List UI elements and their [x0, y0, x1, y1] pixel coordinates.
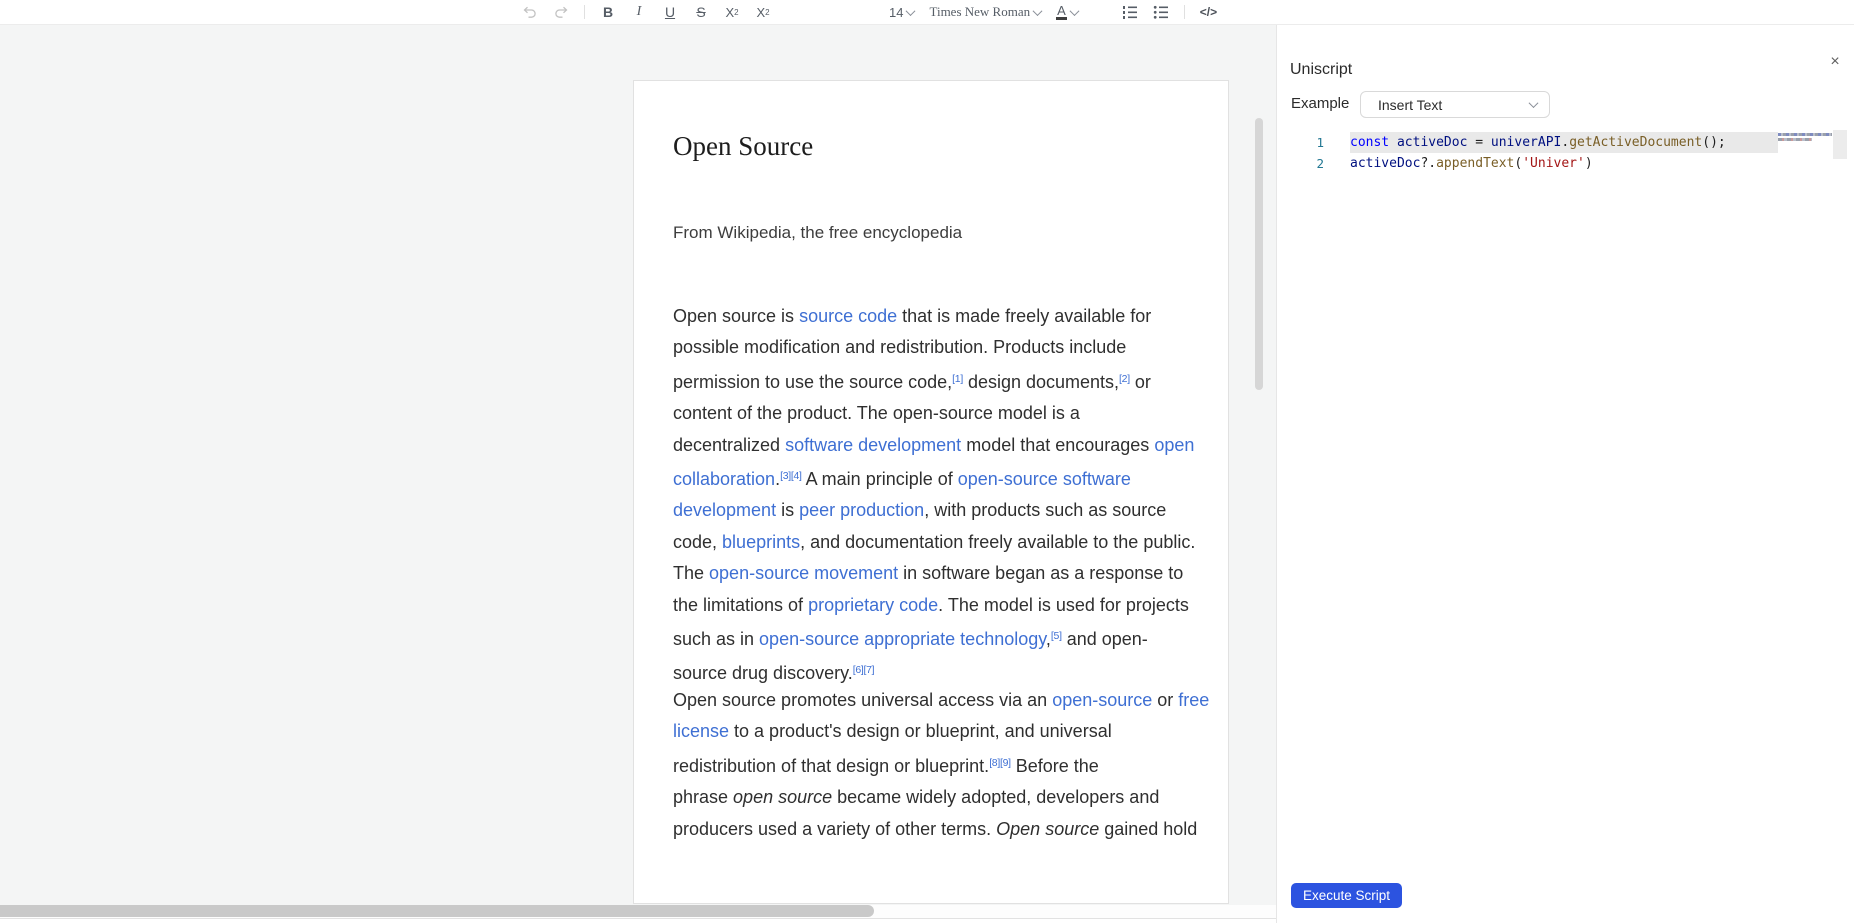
toolbar-divider	[1184, 5, 1185, 19]
doc-link[interactable]: open-source software	[957, 469, 1131, 490]
text-line	[673, 782, 1183, 813]
ordered-list-icon	[1122, 5, 1138, 19]
text-line	[673, 716, 1183, 747]
italic-button[interactable]: I	[636, 4, 642, 19]
doc-text: code,	[673, 531, 723, 552]
text-line	[673, 527, 1196, 558]
doc-text: Open source promotes universal access via an	[673, 690, 1053, 710]
code-text: activeDoc?.appendText('Univer')	[1350, 156, 1593, 171]
chevron-down-icon	[1529, 98, 1539, 108]
text-line	[673, 430, 1195, 461]
doc-link[interactable]: free	[1178, 690, 1210, 710]
doc-text: permission to use the source code,	[673, 371, 953, 392]
text-line	[673, 748, 1183, 782]
reference-superscript[interactable]: [2]	[1119, 372, 1130, 385]
document-canvas	[0, 25, 1276, 919]
doc-text: Open source is	[673, 306, 800, 326]
doc-text: is	[776, 500, 800, 521]
text-line	[673, 332, 1183, 363]
text-color-button[interactable]	[1056, 2, 1078, 22]
text-line	[673, 495, 1183, 526]
reference-superscript[interactable]: [8][9]	[989, 756, 1011, 769]
doc-text: Before the	[1010, 755, 1099, 776]
doc-link[interactable]: open	[1154, 434, 1195, 455]
reference-superscript[interactable]: [3][4]	[780, 470, 802, 483]
formatting-toolbar	[0, 0, 1854, 25]
document-subtitle: From Wikipedia, the free encyclopedia	[673, 223, 963, 242]
subscript-small: 2	[734, 7, 739, 17]
text-line	[673, 364, 1183, 398]
redo-button[interactable]	[553, 2, 569, 22]
doc-text: redistribution of that design or blueprint.	[673, 755, 990, 776]
editor-scrollbar-slider[interactable]	[1833, 130, 1847, 159]
doc-text: such as in	[673, 629, 760, 650]
doc-text: content of the product. The open-source model is a	[673, 403, 1080, 424]
doc-text: or	[1152, 690, 1179, 710]
font-family-value: Times New Roman	[929, 4, 1031, 19]
text-line	[673, 301, 1183, 332]
doc-text: ,	[1045, 629, 1051, 650]
minimap	[1778, 133, 1833, 147]
doc-text: in software began as a response to	[898, 563, 1184, 584]
doc-text: .	[775, 469, 781, 490]
doc-link[interactable]: open-source	[1052, 690, 1153, 710]
chevron-down-icon	[906, 6, 916, 16]
font-size-value: 14	[889, 4, 904, 20]
bullet-list-button[interactable]	[1153, 2, 1169, 22]
code-icon: </>	[1199, 5, 1218, 19]
code-line	[1291, 132, 1846, 153]
font-family-select[interactable]	[929, 2, 1041, 22]
doc-text: Open source	[996, 818, 1100, 839]
doc-text: producers used a variety of other terms.	[673, 818, 997, 839]
code-block-button[interactable]	[1200, 2, 1217, 22]
bold-button[interactable]: B	[602, 4, 614, 20]
doc-text: model that encourages	[961, 434, 1155, 455]
doc-text: to a product's design or blueprint, and universal	[729, 721, 1112, 742]
doc-link[interactable]: development	[673, 500, 777, 521]
text-line	[673, 685, 1210, 716]
text-color-icon: A	[1057, 3, 1066, 18]
example-select-value: Insert Text	[1378, 96, 1443, 113]
strikethrough-button[interactable]: S	[696, 4, 706, 20]
horizontal-scrollbar-thumb[interactable]	[0, 905, 874, 917]
line-number: 2	[1316, 156, 1324, 171]
doc-link[interactable]: collaboration	[673, 469, 776, 490]
panel-title: Uniscript	[1290, 61, 1353, 78]
underline-button[interactable]: U	[664, 4, 676, 20]
text-line	[673, 461, 1183, 495]
doc-text: and open-	[1061, 629, 1148, 650]
toolbar-divider	[584, 5, 585, 19]
uniscript-panel	[1276, 25, 1854, 923]
text-line	[673, 558, 1183, 589]
vertical-scrollbar-thumb[interactable]	[1255, 118, 1263, 390]
doc-text: The	[673, 563, 710, 584]
document-page[interactable]	[633, 80, 1229, 904]
example-label: Example	[1291, 95, 1350, 112]
doc-text: the limitations of	[673, 594, 809, 615]
text-line	[673, 398, 1183, 429]
close-icon[interactable]: ×	[1830, 53, 1840, 70]
reference-superscript[interactable]: [5]	[1050, 630, 1062, 643]
doc-text: source drug discovery.	[673, 663, 853, 684]
ordered-list-button[interactable]	[1122, 2, 1138, 22]
reference-superscript[interactable]: [1]	[952, 372, 963, 385]
text-line	[673, 814, 1198, 845]
chevron-down-icon	[1069, 6, 1079, 16]
minimap-line	[1778, 138, 1812, 141]
doc-text: . The model is used for projects	[938, 594, 1189, 615]
paragraph	[673, 301, 1196, 690]
code-line	[1291, 153, 1846, 174]
doc-text: possible modification and redistribution. Products include	[673, 337, 1127, 358]
undo-icon	[522, 4, 538, 20]
doc-text: gained hold	[1099, 818, 1198, 839]
doc-link[interactable]: open-source movement	[709, 563, 899, 584]
paragraph	[673, 685, 1210, 845]
text-line	[673, 621, 1183, 655]
superscript-label: X	[756, 4, 766, 20]
chevron-down-icon	[1033, 6, 1043, 16]
subscript-label: X	[725, 4, 735, 20]
doc-link[interactable]: open-source appropriate technology	[759, 629, 1046, 650]
doc-text: A main principle of	[801, 469, 958, 490]
font-size-select[interactable]	[889, 2, 914, 22]
line-number: 1	[1316, 135, 1324, 150]
code-editor[interactable]	[1291, 132, 1846, 174]
doc-text: , with products such as source	[924, 500, 1167, 521]
doc-text: or	[1129, 371, 1151, 392]
doc-text: design documents,	[962, 371, 1120, 392]
code-text: const activeDoc = univerAPI.getActiveDocument();	[1350, 132, 1778, 153]
doc-link[interactable]: blueprints	[722, 531, 801, 552]
doc-text: decentralized	[673, 434, 786, 455]
superscript-small: 2	[765, 7, 770, 17]
bullet-list-icon	[1153, 5, 1169, 19]
text-line	[673, 590, 1189, 621]
subscript-button[interactable]	[724, 2, 740, 22]
doc-text: that is made freely available for	[897, 306, 1152, 326]
doc-text: open source	[733, 787, 833, 808]
redo-icon	[553, 4, 569, 20]
doc-text: became widely adopted, developers and	[832, 787, 1160, 808]
document-title: Open Source	[673, 131, 814, 161]
doc-link[interactable]: software development	[785, 434, 962, 455]
horizontal-scrollbar-track[interactable]	[0, 905, 1276, 919]
doc-link[interactable]: peer production	[799, 500, 925, 521]
reference-superscript[interactable]: [6][7]	[852, 664, 875, 677]
example-select[interactable]	[1360, 91, 1550, 118]
doc-link[interactable]: source code	[799, 306, 898, 326]
doc-link[interactable]: proprietary code	[808, 594, 939, 615]
doc-link[interactable]: license	[673, 721, 730, 742]
minimap-line	[1778, 133, 1832, 136]
doc-text: phrase	[673, 787, 734, 808]
execute-script-button[interactable]: Execute Script	[1291, 883, 1402, 908]
undo-button[interactable]	[522, 2, 538, 22]
superscript-button[interactable]	[755, 2, 771, 22]
doc-text: , and documentation freely available to the public.	[800, 531, 1196, 552]
